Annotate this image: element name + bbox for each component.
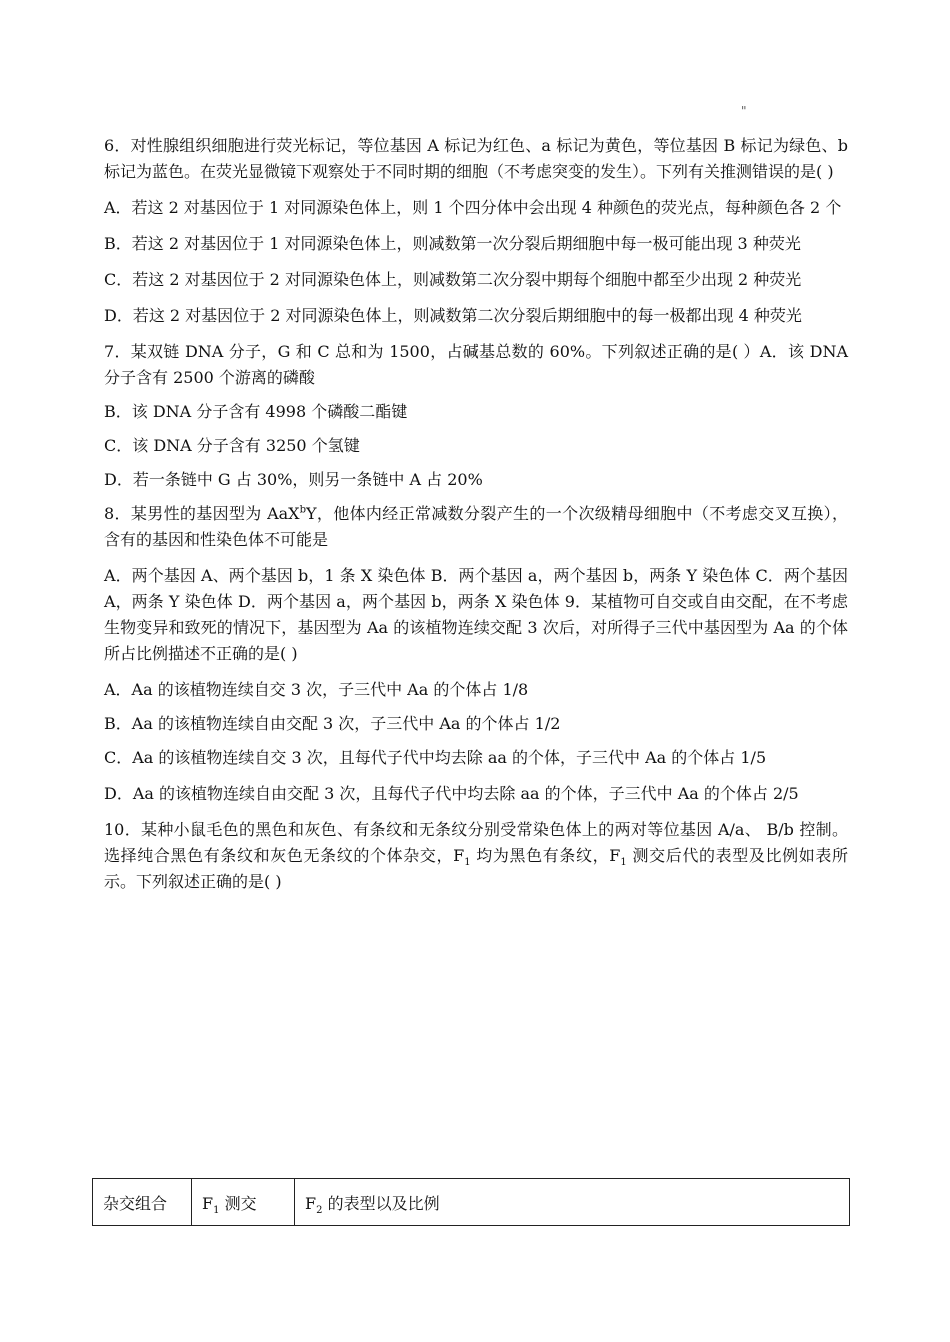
q6-option-d: D．若这 2 对基因位于 2 对同源染色体上，则减数第二次分裂后期细胞中的每一极都出现 4 种荧光 — [104, 306, 802, 325]
table-header-row — [93, 1179, 850, 1226]
q10-stem-2: 均为黑色有条纹，F — [470, 846, 621, 865]
q10-stem-sub1: 1 — [464, 857, 471, 869]
header-f2-sub: 2 — [316, 1204, 323, 1216]
q10-stem-3: 测交后代的表型及比例如表所示。下列叙述正确的是( ) — [104, 846, 848, 891]
header-f1-pre: F — [202, 1193, 214, 1213]
header-f1-post: 测交 — [219, 1193, 257, 1213]
q10-stem-sub2: 1 — [620, 857, 627, 869]
q8-stem-sup: b — [299, 504, 306, 516]
q8-stem-after: Y，他体内经正常减数分裂产生的一个次级精母细胞中（不考虑交叉互换），含有的基因和性染色体不可能是 — [104, 504, 848, 549]
cross-table-grid — [92, 1178, 850, 1226]
q7-option-b: B．该 DNA 分子含有 4998 个磷酸二酯键 — [104, 402, 408, 421]
q8-options-and-q9-stem: A．两个基因 A、两个基因 b，1 条 X 染色体 B．两个基因 a，两个基因 b，两条 Y 染色体 C．两个基因 A，两条 Y 染色体 D．两个基因 a，两个基因 b，两条 X 染色体 9．某植物可自交或自由交配，在不考虑生物变异和致死的情况下，基因型为 Aa 的该植物连续交配 3 次后，对所得子三代中基因型为 Aa 的个体所占比例描述不正确的是( ) — [104, 566, 848, 663]
q6-stem: 6．对性腺组织细胞进行荧光标记，等位基因 A 标记为红色、a 标记为黄色，等位基因 B 标记为绿色、b 标记为蓝色。在荧光显微镜下观察处于不同时期的细胞（不考虑突变的发生）。下列有关推测错误的是( ) — [104, 136, 848, 181]
q7-option-d: D．若一条链中 G 占 30%，则另一条链中 A 占 20% — [104, 470, 483, 489]
q7-option-c: C．该 DNA 分子含有 3250 个氢键 — [104, 436, 360, 455]
q6-option-b: B．若这 2 对基因位于 1 对同源染色体上，则减数第一次分裂后期细胞中每一极可能出现 3 种荧光 — [104, 234, 801, 253]
question-content — [104, 133, 848, 895]
q10-stem-1: 10．某种小鼠毛色的黑色和灰色、有条纹和无条纹分别受常染色体上的两对等位基因 A/a、 B/b 控制。选择纯合黑色有条纹和灰色无条纹的个体杂交，F — [104, 820, 848, 865]
q7-stem: 7．某双链 DNA 分子，G 和 C 总和为 1500，占碱基总数的 60%。下列叙述正确的是( ）A．该 DNA 分子含有 2500 个游离的磷酸 — [104, 342, 848, 387]
header-f1-testcross — [192, 1179, 295, 1226]
header-cross-combination: 杂交组合 — [93, 1179, 192, 1226]
q6-option-a: A．若这 2 对基因位于 1 对同源染色体上，则 1 个四分体中会出现 4 种颜色的荧光点，每种颜色各 2 个 — [104, 198, 842, 217]
header-f2-pre: F — [305, 1193, 317, 1213]
header-f2-phenotype-ratio — [295, 1179, 850, 1226]
q9-option-b: B．Aa 的该植物连续自由交配 3 次，子三代中 Aa 的个体占 1/2 — [104, 714, 561, 733]
q8-stem — [104, 501, 848, 553]
cross-table — [92, 1178, 850, 1226]
q8-stem-before: 8．某男性的基因型为 AaX — [104, 504, 300, 523]
header-f2-post: 的表型以及比例 — [322, 1193, 440, 1213]
q9-option-c: C．Aa 的该植物连续自交 3 次，且每代子代中均去除 aa 的个体，子三代中 Aa 的个体占 1/5 — [104, 748, 767, 767]
q9-option-d: D．Aa 的该植物连续自由交配 3 次，且每代子代中均去除 aa 的个体，子三代中 Aa 的个体占 2/5 — [104, 784, 799, 803]
top-mark: " — [741, 104, 747, 118]
q9-option-a: A．Aa 的该植物连续自交 3 次，子三代中 Aa 的个体占 1/8 — [104, 680, 529, 699]
q6-option-c: C．若这 2 对基因位于 2 对同源染色体上，则减数第二次分裂中期每个细胞中都至少出现 2 种荧光 — [104, 270, 802, 289]
header-f1-sub: 1 — [213, 1204, 220, 1216]
q10-stem — [104, 817, 848, 895]
